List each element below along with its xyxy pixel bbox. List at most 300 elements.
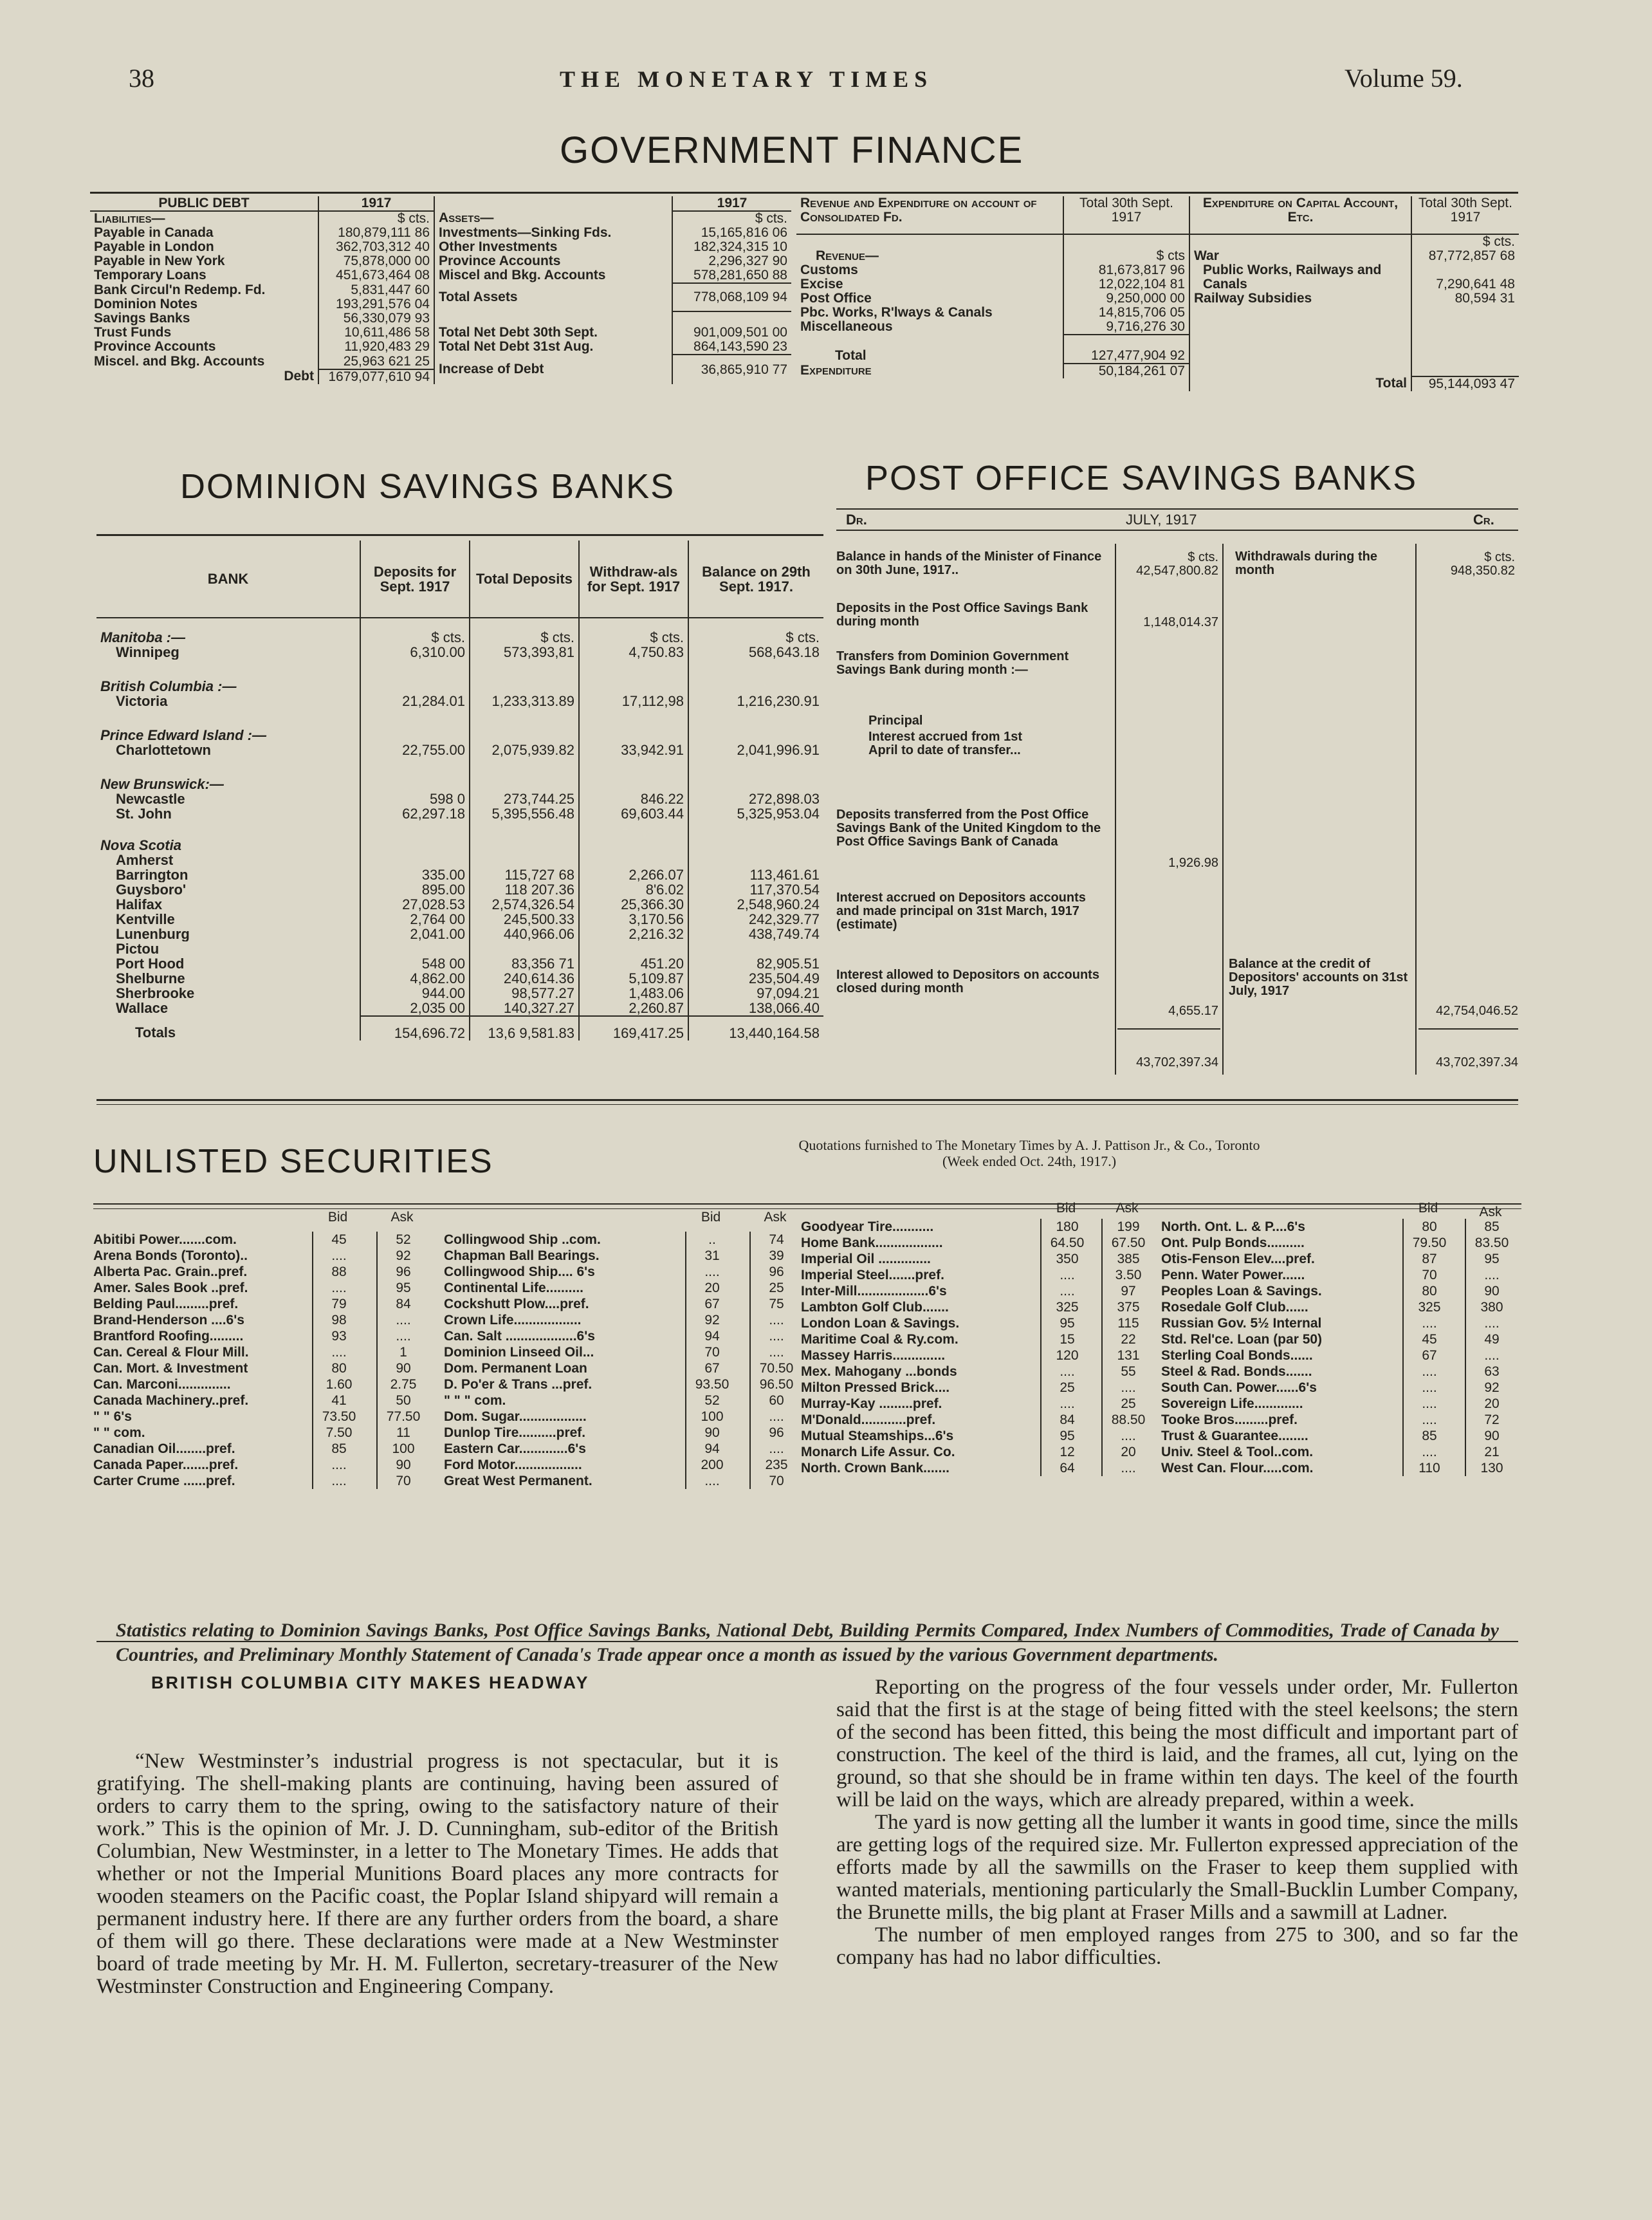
quote-row <box>801 1347 1161 1364</box>
unlisted-top-rule <box>93 1203 1521 1205</box>
total-deposits-value: 1,233,313.89 <box>470 694 579 708</box>
cts-label: $ cts. <box>360 618 470 645</box>
bid-value: 80 <box>312 1360 365 1376</box>
quote-row <box>801 1396 1161 1412</box>
bid-value: .... <box>312 1457 365 1473</box>
ask-value: 70 <box>749 1473 802 1489</box>
ask-value: .... <box>376 1328 429 1344</box>
security-name: Canada Machinery..pref. <box>93 1393 249 1408</box>
balance-value: 2,548,960.24 <box>688 897 823 912</box>
security-name: Murray-Kay .........pref. <box>801 1396 942 1411</box>
ask-value: 70.50 <box>749 1360 802 1376</box>
liability-value: 11,920,483 29 <box>318 340 434 355</box>
ask-value: 96 <box>749 1264 802 1280</box>
quote-row <box>1161 1315 1521 1331</box>
bid-value: .... <box>312 1280 365 1296</box>
dominion-table <box>96 541 823 1041</box>
asset-label: Increase of Debt <box>434 355 672 384</box>
po-interest-closed-value: 4,655.17 <box>1168 1004 1218 1018</box>
article-column-left <box>96 1750 778 1998</box>
quote-row <box>801 1283 1161 1299</box>
quote-row <box>444 1473 811 1489</box>
article-title: BRITISH COLUMBIA CITY MAKES HEADWAY <box>151 1673 590 1692</box>
deposits-value: 335.00 <box>360 867 470 882</box>
bid-value: 95 <box>1040 1315 1093 1331</box>
security-name: Inter-Mill...................6's <box>801 1284 947 1299</box>
quote-row <box>444 1280 811 1296</box>
bid-value: .... <box>1040 1364 1093 1380</box>
quote-row <box>93 1328 441 1344</box>
ask-value: .... <box>1465 1347 1518 1364</box>
bid-value: 120 <box>1040 1347 1093 1364</box>
cts-label: $ cts. <box>318 211 434 226</box>
ask-value: .... <box>749 1328 802 1344</box>
balance-value: 113,461.61 <box>688 867 823 882</box>
deposits-value: 2,041.00 <box>360 927 470 941</box>
total-deposits-value: 273,744.25 <box>470 791 579 806</box>
liabilities-label: Liabilities— <box>94 211 165 226</box>
totals-withdrawals: 169,417.25 <box>579 1016 688 1041</box>
quote-row <box>444 1409 811 1425</box>
bid-value: 41 <box>312 1392 365 1409</box>
security-name: Dom. Sugar.................. <box>444 1409 587 1424</box>
withdrawals-value: 451.20 <box>579 956 688 971</box>
public-debt-heading: PUBLIC DEBT <box>90 196 318 211</box>
bid-value: 80 <box>1402 1283 1455 1299</box>
bid-value: 79 <box>312 1296 365 1312</box>
total-deposits-value: 83,356 71 <box>470 956 579 971</box>
col-deposits: Deposits for Sept. 1917 <box>360 541 470 618</box>
capital-item-label: War <box>1189 249 1411 263</box>
bid-value: .... <box>1040 1396 1093 1412</box>
quote-row <box>444 1248 811 1264</box>
liability-value: 5,831,447 60 <box>318 283 434 297</box>
security-name: South Can. Power......6's <box>1161 1380 1317 1395</box>
capital-table <box>1189 196 1519 391</box>
deposits-value <box>360 941 470 956</box>
journal-title: THE MONETARY TIMES <box>560 66 933 92</box>
total-deposits-value: 98,577.27 <box>470 986 579 1001</box>
po-deposits-label: Deposits in the Post Office Savings Bank during month <box>836 601 1088 629</box>
liability-value: 10,611,486 58 <box>318 326 434 340</box>
cts-label: $ cts. <box>1411 234 1519 249</box>
security-name: Abitibi Power.......com. <box>93 1232 237 1247</box>
po-deposits-value: 1,148,014.37 <box>1143 615 1218 629</box>
deposits-value: 22,755.00 <box>360 743 470 757</box>
cts-label: $ cts <box>1063 249 1189 263</box>
liability-label: Debt <box>284 369 314 384</box>
security-name: Goodyear Tire........... <box>801 1219 934 1234</box>
ask-value: 96.50 <box>749 1376 802 1392</box>
security-name: " " " com. <box>444 1393 506 1408</box>
bid-value: 87 <box>1402 1251 1455 1267</box>
security-name: Continental Life.......... <box>444 1281 584 1295</box>
security-name: Milton Pressed Brick.... <box>801 1380 950 1395</box>
quote-row <box>1161 1299 1521 1315</box>
balance-value: 138,066.40 <box>688 1001 823 1016</box>
capital-item-value: 87,772,857 68 <box>1411 249 1519 263</box>
total-deposits-value <box>470 941 579 956</box>
bid-value: 90 <box>685 1425 738 1441</box>
asset-value: 901,009,501 00 <box>672 326 791 340</box>
po-balance-value: 42,547,800.82 <box>1136 564 1218 578</box>
balance-value: 272,898.03 <box>688 791 823 806</box>
quote-row <box>93 1344 441 1360</box>
bid-value: .... <box>312 1473 365 1489</box>
quote-row <box>801 1267 1161 1283</box>
ask-value: 22 <box>1101 1331 1154 1347</box>
bid-value: .... <box>1402 1444 1455 1460</box>
deposits-value: 895.00 <box>360 882 470 897</box>
security-name: Mutual Steamships...6's <box>801 1429 954 1443</box>
quote-row <box>1161 1460 1521 1476</box>
quote-row <box>1161 1331 1521 1347</box>
bid-value: .... <box>1040 1283 1093 1299</box>
security-name: Eastern Car.............6's <box>444 1441 586 1456</box>
security-name: Can. Mort. & Investment <box>93 1361 248 1376</box>
security-name: Dom. Permanent Loan <box>444 1361 587 1376</box>
revenue-heading: Revenue and Expenditure on account of Consolidated Fd. <box>796 196 1063 234</box>
bid-value: 98 <box>312 1312 365 1328</box>
liability-label: Payable in Canada <box>94 226 214 240</box>
security-name: Ont. Pulp Bonds.......... <box>1161 1235 1305 1250</box>
balance-value: 1,216,230.91 <box>688 694 823 708</box>
balance-value: 2,041,996.91 <box>688 743 823 757</box>
bid-value: 12 <box>1040 1444 1093 1460</box>
security-name: Can. Salt ...................6's <box>444 1329 595 1344</box>
revenue-item-label: Post Office <box>800 291 872 306</box>
ask-value: .... <box>749 1312 802 1328</box>
ask-value: 199 <box>1101 1219 1154 1235</box>
quote-row <box>1161 1380 1521 1396</box>
article-paragraph: “New Westminster’s industrial progress is not spectacular, but it is gratifying. The shell-making plants are continuing, having been assured of orders to carry them to the spring, owing to the satisfactory nature of their work.” This is the opinion of Mr. J. D. Cunningham, sub-editor of the British Columbian, New Westminster, in a letter to The Monetary Times. He adds that whether or not the Imperial Munitions Board places any more contracts for wooden steamers on the Pacific coast, the Poplar Island shipyard will remain a permanent industry here. If there are any further orders from the board, a share of them will go there. These declarations were made at a New Westminster board of trade meeting by Mr. H. M. Fullerton, secretary-treasurer of the New Westminster Construction and Engineering Company. <box>96 1750 778 1998</box>
liability-value: 180,879,111 86 <box>318 226 434 240</box>
liability-value: 1679,077,610 94 <box>318 369 434 384</box>
post-office-title: POST OFFICE SAVINGS BANKS <box>865 459 1418 497</box>
asset-label: Total Assets <box>434 283 672 311</box>
po-uk-label: Deposits transferred from the Post Office Savings Bank of the United Kingdom to the Post Office Savings Bank of Canada <box>836 808 1101 849</box>
security-name: Massey Harris.............. <box>801 1348 946 1363</box>
balance-value: 235,504.49 <box>688 971 823 986</box>
bid-value: 31 <box>685 1248 738 1264</box>
ask-value: 77.50 <box>376 1409 429 1425</box>
bid-value: 88 <box>312 1264 365 1280</box>
bid-value: 93 <box>312 1328 365 1344</box>
security-name: Crown Life.................. <box>444 1313 582 1327</box>
bid-value: 95 <box>1040 1428 1093 1444</box>
bid-header: Bid <box>1056 1201 1076 1216</box>
liability-label: Temporary Loans <box>94 268 206 282</box>
ask-value: 70 <box>376 1473 429 1489</box>
bid-value: .... <box>1402 1412 1455 1428</box>
bid-value: 94 <box>685 1441 738 1457</box>
quote-row <box>444 1360 811 1376</box>
security-name: Alberta Pac. Grain..pref. <box>93 1264 248 1279</box>
quote-row <box>444 1457 811 1473</box>
bank-name: Shelburne <box>116 971 185 986</box>
security-name: Tooke Bros.........pref. <box>1161 1412 1298 1427</box>
balance-value: 117,370.54 <box>688 882 823 897</box>
quote-row <box>1161 1412 1521 1428</box>
ask-value: 90 <box>376 1360 429 1376</box>
ask-header: Ask <box>764 1210 787 1225</box>
quote-row <box>93 1473 441 1489</box>
po-interest-accrued-label: Interest accrued from 1st April to date of transfer... <box>868 730 1022 757</box>
province-label: British Columbia :— <box>100 678 237 694</box>
security-name: Penn. Water Power...... <box>1161 1268 1305 1282</box>
withdrawals-value: 2,216.32 <box>579 927 688 941</box>
po-total-rule <box>1117 1028 1220 1030</box>
quote-row <box>1161 1347 1521 1364</box>
section-rule <box>96 1104 1518 1105</box>
unlisted-note-2: (Week ended Oct. 24th, 1917.) <box>942 1153 1117 1169</box>
deposits-value: 4,862.00 <box>360 971 470 986</box>
quote-row <box>801 1428 1161 1444</box>
dr-label: Dr. <box>846 512 867 528</box>
capital-item-value: 7,290,641 48 <box>1411 263 1519 291</box>
withdrawals-value <box>579 853 688 867</box>
withdrawals-value: 3,170.56 <box>579 912 688 927</box>
security-name: " " 6's <box>93 1409 132 1424</box>
ask-value: .... <box>1465 1315 1518 1331</box>
totals-balance: 13,440,164.58 <box>688 1016 823 1041</box>
revenue-total-label: Total <box>835 349 867 363</box>
col-total-deposits: Total Deposits <box>470 541 579 618</box>
security-name: D. Po'er & Trans ...pref. <box>444 1377 592 1392</box>
security-name: Canadian Oil........pref. <box>93 1441 235 1456</box>
asset-label: Province Accounts <box>434 254 672 268</box>
balance-value: 97,094.21 <box>688 986 823 1001</box>
liability-value: 56,330,079 93 <box>318 311 434 326</box>
total-deposits-value: 140,327.27 <box>470 1001 579 1016</box>
security-name: Sovereign Life............. <box>1161 1396 1303 1411</box>
bid-value: 45 <box>312 1232 365 1248</box>
ask-value: 375 <box>1101 1299 1154 1315</box>
capital-item-label: Public Works, Railways and Canals <box>1189 263 1411 291</box>
quote-row <box>93 1457 441 1473</box>
liability-label: Province Accounts <box>94 340 216 354</box>
withdrawals-value: 33,942.91 <box>579 743 688 757</box>
ask-value: 25 <box>1101 1396 1154 1412</box>
volume-label: Volume 59. <box>1345 64 1463 93</box>
security-name: Dominion Linseed Oil... <box>444 1345 594 1360</box>
po-credit-value: 42,754,046.52 <box>1436 1004 1518 1018</box>
bank-name: Halifax <box>116 897 163 912</box>
quote-row <box>444 1312 811 1328</box>
revenue-item-label: Miscellaneous <box>800 320 893 334</box>
quote-row <box>444 1425 811 1441</box>
unlisted-quotes <box>93 1201 1521 1525</box>
ask-value: 95 <box>1465 1251 1518 1267</box>
ask-value: 72 <box>1465 1412 1518 1428</box>
gov-top-rule <box>90 192 1518 194</box>
security-name: Canada Paper.......pref. <box>93 1457 239 1472</box>
quote-row <box>444 1264 811 1280</box>
balance-value <box>688 853 823 867</box>
po-total-rule <box>1418 1028 1518 1030</box>
ask-value: 97 <box>1101 1283 1154 1299</box>
ask-value: 1 <box>376 1344 429 1360</box>
ask-value: .... <box>1101 1428 1154 1444</box>
security-name: Can. Marconi.............. <box>93 1377 231 1392</box>
security-name: Rosedale Golf Club...... <box>1161 1300 1308 1315</box>
totals-deposits: 154,696.72 <box>360 1016 470 1041</box>
revenue-item-value: 81,673,817 96 <box>1063 263 1189 277</box>
po-withdrawals-value: 948,350.82 <box>1450 564 1515 578</box>
ask-value: .... <box>749 1441 802 1457</box>
balance-value: 5,325,953.04 <box>688 806 823 821</box>
statistics-note: Statistics relating to Dominion Savings Banks, Post Office Savings Banks, National Debt, Building Permits Compared, Index Numbers of Commodities, Trade of Canada by Countries, and Preliminary Monthly Statement of Canada's Trade appear once a month as issued by the various Government departments. <box>116 1620 1499 1665</box>
security-name: North. Crown Bank....... <box>801 1461 950 1475</box>
quote-row <box>1161 1251 1521 1267</box>
article-paragraph: Reporting on the progress of the four vessels under order, Mr. Fullerton said that the first is at the stage of being fitted with the steel keelsons; the stern of the second has been fitted, this being the most difficult and important part of construction. The keel of the third is laid, and the frames, all cut, lying on the ground, so that she should be in frame within ten days. The keel of the fourth will be laid on the ways, which are already prepared, within a week. <box>836 1676 1518 1811</box>
bid-header: Bid <box>701 1210 721 1225</box>
article-paragraph: The number of men employed ranges from 275 to 300, and so far the company has had no labor difficulties. <box>836 1923 1518 1969</box>
ask-value: 75 <box>749 1296 802 1312</box>
col-bank: BANK <box>207 571 249 587</box>
bid-value: 70 <box>685 1344 738 1360</box>
total-deposits-value: 118 207.36 <box>470 882 579 897</box>
ask-header: Ask <box>390 1210 414 1225</box>
liability-value: 25,963 621 25 <box>318 355 434 369</box>
province-label: Nova Scotia <box>100 837 181 853</box>
security-name: Arena Bonds (Toronto).. <box>93 1248 248 1263</box>
ask-value: 115 <box>1101 1315 1154 1331</box>
quote-row <box>1161 1219 1521 1235</box>
po-divider <box>1415 544 1417 1075</box>
withdrawals-value: 4,750.83 <box>579 645 688 660</box>
revenue-item-value: 14,815,706 05 <box>1063 306 1189 320</box>
ask-value: .... <box>1465 1267 1518 1283</box>
revenue-item-value: 9,716,276 30 <box>1063 320 1189 335</box>
security-name: Collingwood Ship.... 6's <box>444 1264 595 1279</box>
ask-value: 90 <box>376 1457 429 1473</box>
bid-value: 110 <box>1402 1460 1455 1476</box>
bid-value: 67 <box>685 1296 738 1312</box>
cts-label: $ cts. <box>579 618 688 645</box>
dominion-top-rule <box>96 534 823 536</box>
bid-value: .... <box>312 1344 365 1360</box>
withdrawals-value: 846.22 <box>579 791 688 806</box>
security-name: Great West Permanent. <box>444 1474 592 1488</box>
quote-row <box>801 1219 1161 1235</box>
deposits-value: 21,284.01 <box>360 694 470 708</box>
asset-label: Investments—Sinking Fds. <box>434 226 672 240</box>
bid-value: 1.60 <box>312 1376 365 1392</box>
deposits-value: 944.00 <box>360 986 470 1001</box>
withdrawals-value: 17,112,98 <box>579 694 688 708</box>
quote-row <box>444 1232 811 1248</box>
liability-label: Bank Circul'n Redemp. Fd. <box>94 283 266 297</box>
withdrawals-value: 2,266.07 <box>579 867 688 882</box>
quote-row <box>93 1264 441 1280</box>
province-label: Prince Edward Island :— <box>100 727 266 743</box>
quote-row <box>93 1441 441 1457</box>
article-column-right <box>836 1676 1518 1969</box>
bank-name: Winnipeg <box>116 645 179 660</box>
ask-value: 84 <box>376 1296 429 1312</box>
bid-value: 84 <box>1040 1412 1093 1428</box>
security-name: Imperial Steel.......pref. <box>801 1268 944 1282</box>
ask-value: .... <box>749 1344 802 1360</box>
quote-row <box>93 1232 441 1248</box>
po-principal-label: Principal <box>868 714 923 728</box>
bid-value: 80 <box>1402 1219 1455 1235</box>
page-number: 38 <box>129 64 154 93</box>
security-name: Maritime Coal & Ry.com. <box>801 1332 959 1347</box>
security-name: Otis-Fenson Elev....pref. <box>1161 1252 1315 1266</box>
total-deposits-value: 245,500.33 <box>470 912 579 927</box>
ask-value: 55 <box>1101 1364 1154 1380</box>
bank-name: Charlottetown <box>116 743 211 757</box>
security-name: Std. Rel'ce. Loan (par 50) <box>1161 1332 1323 1347</box>
balance-value: 242,329.77 <box>688 912 823 927</box>
ask-value: 131 <box>1101 1347 1154 1364</box>
bank-name: Pictou <box>116 941 160 956</box>
security-name: West Can. Flour.....com. <box>1161 1461 1314 1475</box>
col-balance: Balance on 29th Sept. 1917. <box>688 541 823 618</box>
bid-value: .... <box>1040 1267 1093 1283</box>
ask-value: 74 <box>749 1232 802 1248</box>
quote-row <box>1161 1235 1521 1251</box>
security-name: Mex. Mahogany ...bonds <box>801 1364 957 1379</box>
bid-value: 94 <box>685 1328 738 1344</box>
ask-value: 380 <box>1465 1299 1518 1315</box>
asset-value: 2,296,327 90 <box>672 254 791 268</box>
unlisted-title: UNLISTED SECURITIES <box>93 1143 493 1180</box>
withdrawals-value: 8'6.02 <box>579 882 688 897</box>
withdrawals-value <box>579 941 688 956</box>
revenue-item-value: 9,250,000 00 <box>1063 291 1189 306</box>
bid-value: 25 <box>1040 1380 1093 1396</box>
liability-value: 451,673,464 08 <box>318 268 434 283</box>
total-deposits-value: 573,393,81 <box>470 645 579 660</box>
quote-row <box>1161 1283 1521 1299</box>
po-total-left: 43,702,397.34 <box>1136 1055 1218 1069</box>
security-name: Monarch Life Assur. Co. <box>801 1445 955 1459</box>
revenue-item-label: Excise <box>800 277 843 291</box>
liability-value: 362,703,312 40 <box>318 240 434 254</box>
security-name: Belding Paul.........pref. <box>93 1297 239 1311</box>
ask-value: 2.75 <box>376 1376 429 1392</box>
bid-value: 67 <box>685 1360 738 1376</box>
ask-value: 90 <box>1465 1428 1518 1444</box>
bid-value: .... <box>685 1473 738 1489</box>
bid-value: .... <box>1402 1315 1455 1331</box>
po-transfers-label: Transfers from Dominion Government Savings Bank during month :— <box>836 649 1069 677</box>
security-name: North. Ont. L. & P....6's <box>1161 1219 1305 1234</box>
quote-row <box>444 1344 811 1360</box>
quote-row <box>1161 1396 1521 1412</box>
bid-value: .... <box>1402 1364 1455 1380</box>
po-balance-label: Balance in hands of the Minister of Finance on 30th June, 1917.. <box>836 550 1102 577</box>
bid-value: 20 <box>685 1280 738 1296</box>
liability-label: Payable in New York <box>94 254 225 268</box>
quote-row <box>801 1235 1161 1251</box>
bank-name: Kentville <box>116 912 175 927</box>
deposits-value <box>360 853 470 867</box>
ask-value: 3.50 <box>1101 1267 1154 1283</box>
ask-value: 20 <box>1101 1444 1154 1460</box>
year-header: 1917 <box>672 196 791 211</box>
quote-row <box>801 1299 1161 1315</box>
ask-value: 39 <box>749 1248 802 1264</box>
bid-value: 92 <box>685 1312 738 1328</box>
year-header: 1917 <box>318 196 434 211</box>
expenditure-value: 50,184,261 07 <box>1063 364 1189 378</box>
quote-row <box>444 1376 811 1392</box>
liability-label: Dominion Notes <box>94 297 197 311</box>
